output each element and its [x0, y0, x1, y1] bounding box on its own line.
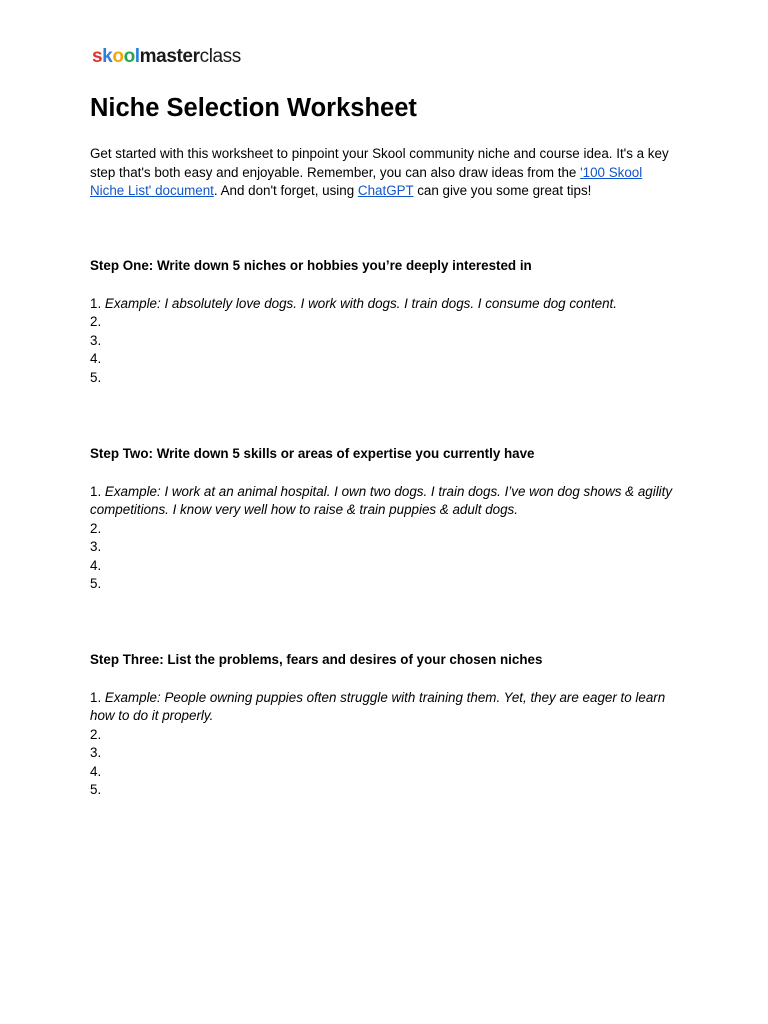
step-title: Step Three: List the problems, fears and desires of your chosen niches	[90, 652, 543, 667]
example-text: Example: I work at an animal hospital. I own two dogs. I train dogs. I’ve won dog shows & agility competitions. I know very well how to raise & train puppies & adult dogs.	[90, 483, 673, 517]
logo-word-master: master	[139, 46, 200, 67]
intro-text: can give you some great tips!	[413, 183, 592, 198]
list-item: 4.	[90, 557, 102, 573]
list-item: 2.	[90, 520, 102, 536]
step-title: Step One: Write down 5 niches or hobbies you’re deeply interested in	[90, 258, 532, 273]
list-item	[90, 295, 680, 314]
list-item: 5.	[90, 369, 102, 385]
step-three-section	[90, 651, 680, 800]
list-item: 2.	[90, 726, 102, 742]
item-number: 1.	[90, 295, 102, 311]
list-item	[90, 483, 680, 520]
example-text: Example: I absolutely love dogs. I work with dogs. I train dogs. I consume dog content.	[104, 295, 618, 311]
intro-text: Get started with this worksheet to pinpoint your Skool community niche and course idea. It's a key step that's both easy and enjoyable. Remember, you can also draw ideas from the	[90, 146, 669, 180]
logo-word-class: class	[199, 46, 241, 67]
logo-letter: o	[123, 46, 135, 67]
list-item: 3.	[90, 745, 102, 760]
list-item: 3.	[90, 539, 102, 554]
step-one-section	[90, 257, 680, 387]
list-item: 5.	[90, 782, 102, 797]
list-item: 4.	[90, 351, 102, 366]
page-title: Niche Selection Worksheet	[90, 94, 417, 122]
list-item	[90, 689, 680, 726]
list-item: 5.	[90, 576, 102, 591]
list-item: 4.	[90, 763, 102, 779]
example-text: Example: People owning puppies often struggle with training them. Yet, they are eager to learn how to do it properly.	[90, 689, 666, 723]
logo-letter: k	[102, 46, 113, 67]
list-item: 3.	[90, 332, 102, 348]
item-number: 1.	[90, 689, 102, 705]
item-number: 1.	[90, 483, 102, 499]
niche-list-link[interactable]: '100 Skool Niche List' document	[90, 164, 643, 198]
chatgpt-link[interactable]: ChatGPT	[357, 183, 414, 198]
logo-letter: l	[134, 46, 140, 67]
logo-letter: o	[112, 46, 124, 67]
step-two-section	[90, 445, 680, 594]
step-title: Step Two: Write down 5 skills or areas of expertise you currently have	[90, 446, 535, 461]
intro-paragraph	[90, 145, 680, 201]
list-item: 2.	[90, 314, 102, 329]
intro-text: . And don't forget, using	[213, 183, 358, 198]
skool-masterclass-logo	[92, 45, 241, 69]
logo-letter: s	[92, 46, 103, 67]
